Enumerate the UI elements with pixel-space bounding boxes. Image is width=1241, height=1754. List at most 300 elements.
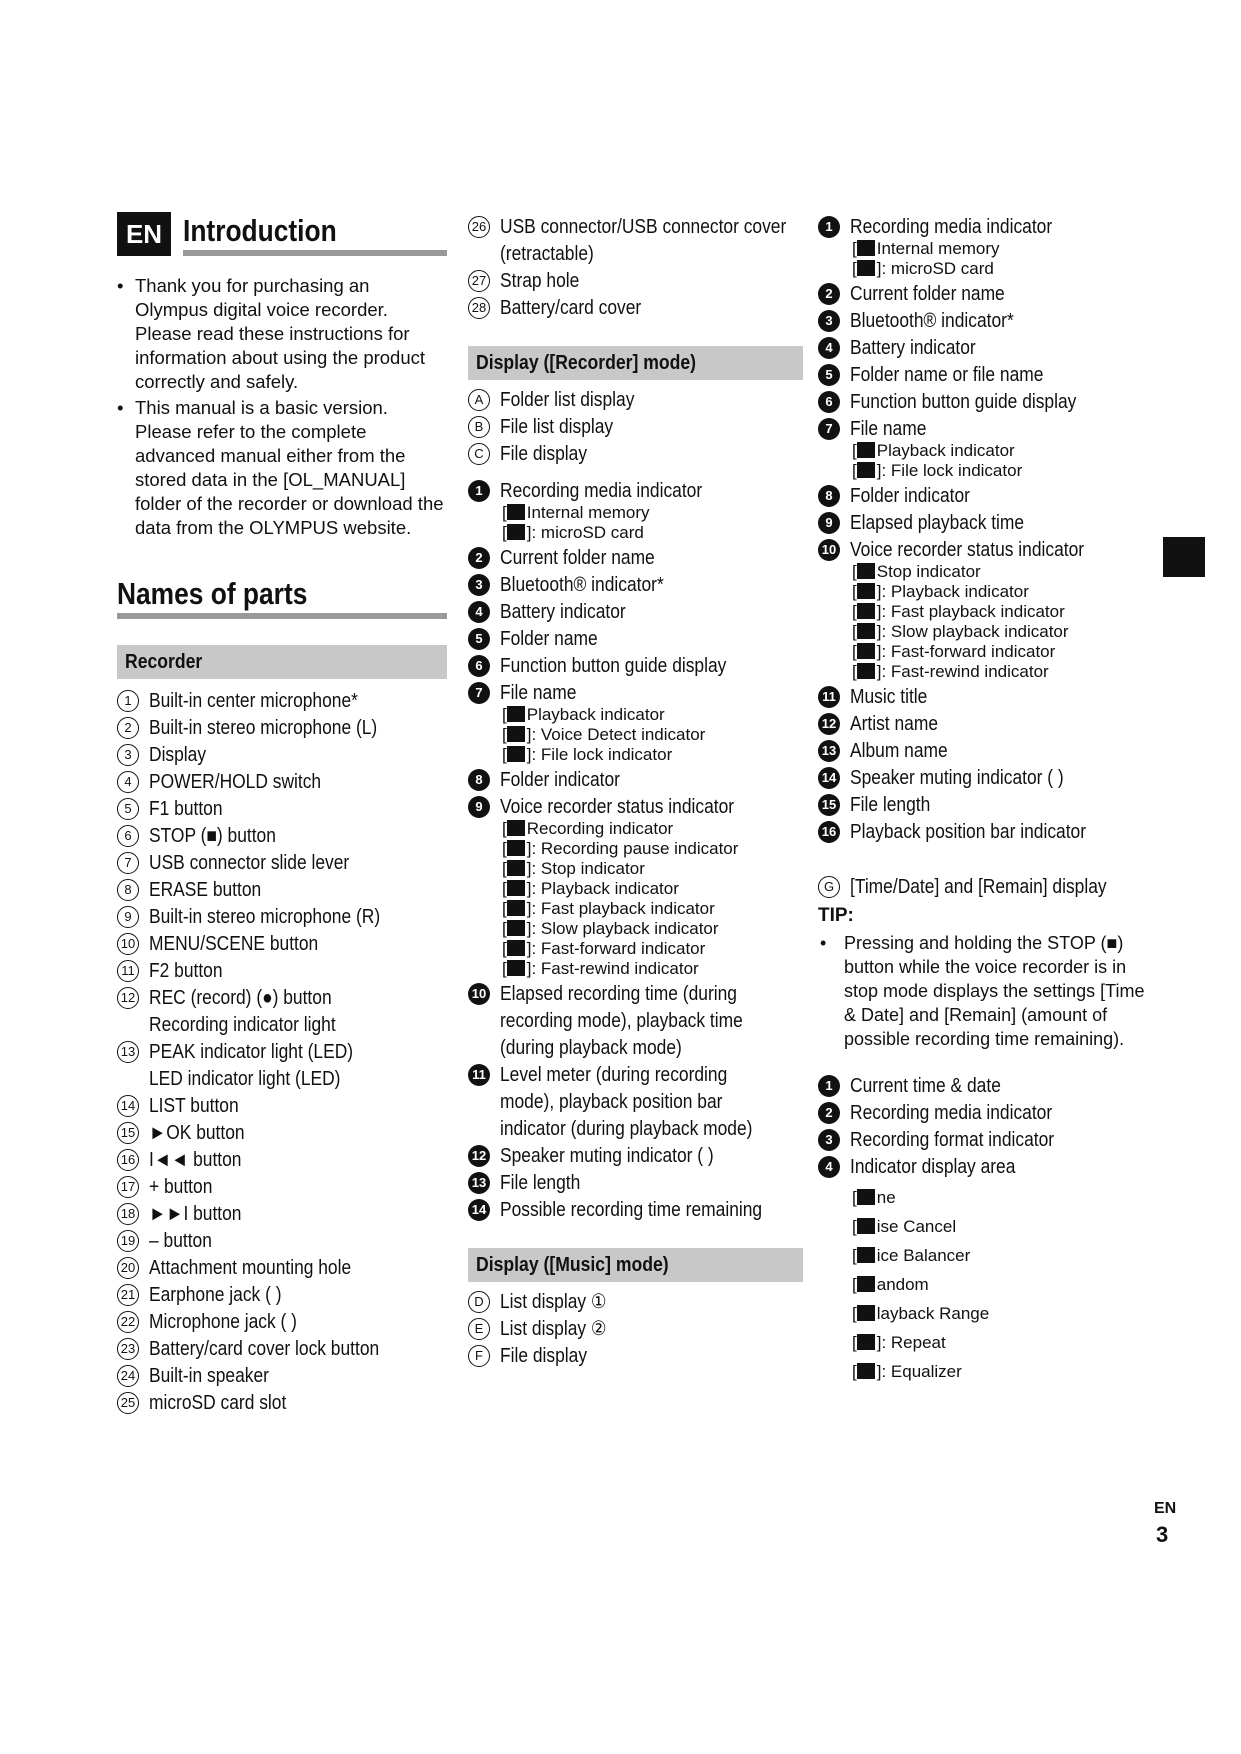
bracket: [ — [502, 839, 507, 858]
list-item — [818, 1155, 1148, 1179]
list-item — [117, 1364, 447, 1388]
item-label: ERASE button — [149, 879, 262, 901]
music-mode-bar: Display ([Music] mode) — [468, 1248, 803, 1282]
intro-bullets — [117, 274, 447, 540]
item-number: 10 — [117, 933, 139, 955]
item-label: ►►I button — [149, 1203, 242, 1225]
item-number: 27 — [468, 270, 490, 292]
sub-item-label: ]: microSD card — [526, 523, 644, 542]
status-icon — [857, 1334, 875, 1350]
item-label: USB connector slide lever — [149, 852, 350, 874]
item-number: 11 — [117, 960, 139, 982]
sub-item-label: ]: Stop indicator — [526, 859, 645, 878]
list-item — [468, 1144, 803, 1168]
list-item — [468, 296, 803, 320]
item-number: 14 — [818, 767, 840, 789]
item-label: Function button guide display — [500, 655, 727, 677]
bracket: [ — [852, 562, 857, 581]
list-item — [468, 795, 803, 819]
status-icon — [507, 860, 525, 876]
item-label: Built-in stereo microphone (R) — [149, 906, 381, 928]
bracket: [ — [852, 1217, 857, 1236]
sub-item-label: ]: File lock indicator — [876, 461, 1023, 480]
item-number: 6 — [468, 655, 490, 677]
item-number: 10 — [468, 983, 490, 1005]
bracket: [ — [852, 239, 857, 258]
list-item — [468, 442, 803, 466]
item-label: I◄◄ button — [149, 1149, 242, 1171]
item-label: List display ① — [500, 1291, 607, 1313]
status-icon — [507, 940, 525, 956]
bracket: [ — [852, 582, 857, 601]
list-item — [468, 1198, 803, 1222]
item-number: 11 — [468, 1064, 490, 1086]
sub-item — [502, 879, 803, 899]
bracket: [ — [852, 1362, 857, 1381]
list-item — [818, 511, 1148, 535]
section-title: Names of parts — [117, 576, 308, 611]
item-label: microSD card slot — [149, 1392, 287, 1414]
item-label: File list display — [500, 416, 614, 438]
item-number: 7 — [468, 682, 490, 704]
list-item — [117, 1337, 447, 1361]
status-icon — [507, 706, 525, 722]
item-number: 11 — [818, 686, 840, 708]
sub-item — [852, 1217, 1148, 1237]
item-label: POWER/HOLD switch — [149, 771, 322, 793]
item-label: Current folder name — [850, 283, 1005, 305]
item-label: + button — [149, 1176, 213, 1198]
status-icon — [507, 900, 525, 916]
item-number: 26 — [468, 216, 490, 238]
item-label: Folder name or file name — [850, 364, 1044, 386]
names-of-parts-heading — [117, 578, 447, 619]
sub-item — [852, 662, 1148, 682]
footer-language: EN — [1154, 1500, 1177, 1517]
item-number: 12 — [468, 1145, 490, 1167]
item-label: Current time & date — [850, 1075, 1001, 1097]
item-number: 13 — [468, 1172, 490, 1194]
item-label: F2 button — [149, 960, 223, 982]
language-badge: EN — [117, 212, 171, 256]
sub-item-label: ]: microSD card — [876, 259, 994, 278]
item-label: Recording media indicator — [500, 480, 703, 502]
item-number: 1 — [818, 1075, 840, 1097]
item-label: indicator (during playback mode) — [500, 1118, 753, 1140]
title-rule — [183, 250, 447, 256]
status-icon — [857, 663, 875, 679]
status-icon — [857, 603, 875, 619]
sub-item-label: ]: Fast playback indicator — [876, 602, 1065, 621]
sub-item — [502, 959, 803, 979]
item-label: REC (record) (●) button — [149, 987, 332, 1009]
item-number: 4 — [818, 337, 840, 359]
item-label: (during playback mode) — [500, 1037, 682, 1059]
list-item — [117, 1175, 447, 1199]
sub-item-label: Playback indicator — [526, 705, 665, 724]
sub-item — [852, 1246, 1148, 1266]
parts-list-continued — [468, 215, 803, 320]
list-item — [818, 820, 1148, 844]
time-date-items — [818, 1074, 1148, 1179]
list-item — [468, 627, 803, 651]
list-item — [818, 484, 1148, 508]
sub-item-label: ise Cancel — [876, 1217, 957, 1236]
item-label: mode), playback position bar — [500, 1091, 723, 1113]
item-label: Recording format indicator — [850, 1129, 1055, 1151]
bracket: [ — [852, 441, 857, 460]
item-label: Display — [149, 744, 207, 766]
sub-item-label: ]: Playback indicator — [526, 879, 679, 898]
sub-item-label: andom — [876, 1275, 929, 1294]
bracket: [ — [502, 859, 507, 878]
item-number: 9 — [117, 906, 139, 928]
item-label: Recording indicator light — [149, 1014, 336, 1036]
status-icon — [507, 920, 525, 936]
item-label: Voice recorder status indicator — [850, 539, 1085, 561]
parts-list — [117, 689, 447, 1415]
sub-item — [852, 642, 1148, 662]
sub-item — [852, 259, 1148, 279]
list-item — [117, 1391, 447, 1415]
sub-item — [502, 819, 803, 839]
item-number: 16 — [818, 821, 840, 843]
time-date-heading — [818, 875, 1148, 899]
sub-item — [852, 239, 1148, 259]
item-label: Microphone jack ( ) — [149, 1311, 297, 1333]
list-item — [818, 739, 1148, 763]
item-label: Current folder name — [500, 547, 655, 569]
item-number: 1 — [468, 480, 490, 502]
item-number: 3 — [818, 1129, 840, 1151]
sub-item-label: Recording indicator — [526, 819, 674, 838]
sub-item-label: Internal memory — [526, 503, 650, 522]
sub-item — [502, 859, 803, 879]
indicator-subitems — [818, 1188, 1148, 1382]
item-label: MENU/SCENE button — [149, 933, 319, 955]
sub-item-label: ne — [876, 1188, 896, 1207]
item-number: 18 — [117, 1203, 139, 1225]
list-item — [468, 768, 803, 792]
status-icon — [857, 583, 875, 599]
item-label: File name — [850, 418, 927, 440]
page-title: Introduction — [183, 213, 337, 248]
bracket: [ — [852, 1275, 857, 1294]
item-label: Built-in center microphone* — [149, 690, 358, 712]
section-rule — [117, 613, 447, 619]
item-number: 2 — [818, 1102, 840, 1124]
list-item — [818, 336, 1148, 360]
item-label: ►OK button — [149, 1122, 245, 1144]
item-number: 3 — [468, 574, 490, 596]
item-label: Possible recording time remaining — [500, 1199, 763, 1221]
list-item — [818, 282, 1148, 306]
list-item — [468, 1009, 803, 1033]
item-label: Bluetooth® indicator* — [850, 310, 1014, 332]
status-icon — [857, 1305, 875, 1321]
list-item — [468, 573, 803, 597]
item-label: Indicator display area — [850, 1156, 1016, 1178]
item-label: USB connector/USB connector cover — [500, 216, 787, 238]
list-item — [818, 215, 1148, 239]
item-number: 5 — [117, 798, 139, 820]
sub-item-label: ]: Equalizer — [876, 1362, 962, 1381]
item-number: 14 — [117, 1095, 139, 1117]
sub-item — [852, 582, 1148, 602]
list-item — [818, 538, 1148, 562]
sub-item-label: ice Balancer — [876, 1246, 971, 1265]
item-number: 13 — [818, 740, 840, 762]
sub-item — [852, 602, 1148, 622]
status-icon — [857, 1247, 875, 1263]
list-item — [818, 875, 1148, 899]
item-label: Playback position bar indicator — [850, 821, 1087, 843]
chapter-tab — [1163, 537, 1205, 577]
item-number: A — [468, 389, 490, 411]
item-number: 15 — [117, 1122, 139, 1144]
sub-item-label: ]: Playback indicator — [876, 582, 1029, 601]
bracket: [ — [502, 899, 507, 918]
item-number: B — [468, 416, 490, 438]
introduction-heading — [117, 212, 447, 256]
status-icon — [507, 820, 525, 836]
item-label: Battery indicator — [850, 337, 976, 359]
item-label: F1 button — [149, 798, 223, 820]
item-number: 25 — [117, 1392, 139, 1414]
item-number: 2 — [818, 283, 840, 305]
status-icon — [857, 240, 875, 256]
item-label: LIST button — [149, 1095, 239, 1117]
list-item — [468, 388, 803, 412]
sub-item — [852, 1304, 1148, 1324]
item-label: File display — [500, 1345, 588, 1367]
recorder-display-items — [468, 479, 803, 1222]
sub-item-label: ]: Fast-rewind indicator — [876, 662, 1049, 681]
list-item — [117, 1013, 447, 1037]
item-number: E — [468, 1318, 490, 1340]
item-label: STOP (■) button — [149, 825, 276, 847]
list-item — [117, 1202, 447, 1226]
list-item — [468, 1290, 803, 1314]
sub-item-label: ]: Fast-forward indicator — [876, 642, 1056, 661]
list-item — [117, 1229, 447, 1253]
list-item — [818, 363, 1148, 387]
bracket: [ — [502, 919, 507, 938]
intro-bullet: • This manual is a basic version. Please refer to the complete advanced manual either from the stored data in the [OL_MANUAL] folder of the recorder or download the data from the OLYMPUS website. — [117, 396, 447, 540]
item-number: 6 — [818, 391, 840, 413]
status-icon — [857, 643, 875, 659]
item-label: Level meter (during recording — [500, 1064, 728, 1086]
sub-item — [502, 705, 803, 725]
list-item — [818, 390, 1148, 414]
item-number: 8 — [818, 485, 840, 507]
sub-item-label: ]: Slow playback indicator — [526, 919, 719, 938]
list-item — [468, 1344, 803, 1368]
bracket: [ — [852, 259, 857, 278]
item-label: Bluetooth® indicator* — [500, 574, 664, 596]
status-icon — [857, 260, 875, 276]
item-label: (retractable) — [500, 243, 594, 265]
bracket: [ — [502, 959, 507, 978]
item-label: File length — [500, 1172, 581, 1194]
item-number: 3 — [818, 310, 840, 332]
sub-item-label: ]: Repeat — [876, 1333, 946, 1352]
sub-item-label: Stop indicator — [876, 562, 981, 581]
item-label: Battery indicator — [500, 601, 626, 623]
list-item — [117, 716, 447, 740]
item-label: Recording media indicator — [850, 1102, 1053, 1124]
item-number: 7 — [818, 418, 840, 440]
item-label: Recording media indicator — [850, 216, 1053, 238]
item-number: 10 — [818, 539, 840, 561]
list-item — [818, 712, 1148, 736]
bracket: [ — [502, 523, 507, 542]
status-icon — [857, 1218, 875, 1234]
item-label: File display — [500, 443, 588, 465]
item-number: F — [468, 1345, 490, 1367]
item-label: Speaker muting indicator ( ) — [850, 767, 1064, 789]
bracket: [ — [852, 642, 857, 661]
item-number: 2 — [117, 717, 139, 739]
item-label: List display ② — [500, 1318, 607, 1340]
sub-item — [852, 1333, 1148, 1353]
item-number: 15 — [818, 794, 840, 816]
sub-item — [502, 939, 803, 959]
bracket: [ — [852, 622, 857, 641]
item-label: Speaker muting indicator ( ) — [500, 1145, 714, 1167]
list-item — [117, 1094, 447, 1118]
bracket: [ — [502, 939, 507, 958]
list-item — [468, 600, 803, 624]
sub-item — [852, 562, 1148, 582]
sub-item — [502, 725, 803, 745]
item-number: 1 — [117, 690, 139, 712]
status-icon — [507, 880, 525, 896]
list-item — [117, 1121, 447, 1145]
music-letters — [468, 1290, 803, 1368]
item-number: 4 — [468, 601, 490, 623]
item-label: [Time/Date] and [Remain] display — [850, 876, 1107, 898]
list-item — [117, 986, 447, 1010]
list-item — [117, 770, 447, 794]
item-number: 9 — [468, 796, 490, 818]
list-item — [818, 417, 1148, 441]
list-item — [468, 479, 803, 503]
item-number: 24 — [117, 1365, 139, 1387]
sub-item — [502, 919, 803, 939]
display-letters — [468, 388, 803, 466]
item-label: File length — [850, 794, 931, 816]
item-number: 21 — [117, 1284, 139, 1306]
item-label: Battery/card cover lock button — [149, 1338, 380, 1360]
sub-item — [852, 441, 1148, 461]
status-icon — [507, 746, 525, 762]
sub-item — [502, 899, 803, 919]
tip-label: TIP: — [818, 905, 854, 926]
item-number: 7 — [117, 852, 139, 874]
bracket: [ — [502, 819, 507, 838]
list-item — [117, 824, 447, 848]
item-number: 17 — [117, 1176, 139, 1198]
status-icon — [507, 504, 525, 520]
item-number: 19 — [117, 1230, 139, 1252]
list-item — [117, 1148, 447, 1172]
list-item — [468, 1036, 803, 1060]
list-item — [818, 1101, 1148, 1125]
sub-item — [852, 1275, 1148, 1295]
bracket: [ — [502, 705, 507, 724]
item-number: 4 — [117, 771, 139, 793]
bracket: [ — [502, 745, 507, 764]
item-label: Music title — [850, 686, 928, 708]
bracket: [ — [852, 1333, 857, 1352]
item-label: recording mode), playback time — [500, 1010, 743, 1032]
status-icon — [857, 563, 875, 579]
list-item — [468, 1063, 803, 1087]
item-label: Battery/card cover — [500, 297, 642, 319]
item-label: Artist name — [850, 713, 939, 735]
list-item — [117, 1040, 447, 1064]
item-label: Elapsed recording time (during — [500, 983, 737, 1005]
list-item — [117, 959, 447, 983]
item-number: 2 — [468, 547, 490, 569]
status-icon — [507, 524, 525, 540]
list-item — [117, 797, 447, 821]
list-item — [468, 1090, 803, 1114]
item-label: File name — [500, 682, 577, 704]
list-item — [468, 681, 803, 705]
list-item — [818, 766, 1148, 790]
status-icon — [857, 462, 875, 478]
item-label: Voice recorder status indicator — [500, 796, 735, 818]
sub-item — [852, 1188, 1148, 1208]
list-item — [117, 878, 447, 902]
item-label: Strap hole — [500, 270, 580, 292]
status-icon — [507, 726, 525, 742]
column-right — [818, 212, 1148, 1382]
list-item — [468, 1171, 803, 1195]
item-label: Built-in stereo microphone (L) — [149, 717, 378, 739]
list-item — [468, 415, 803, 439]
list-item — [117, 905, 447, 929]
item-label: Earphone jack ( ) — [149, 1284, 282, 1306]
intro-bullet: • Thank you for purchasing an Olympus digital voice recorder. Please read these instructions for information about using the product correctly and safely. — [117, 274, 447, 394]
item-number: D — [468, 1291, 490, 1313]
item-label: Built-in speaker — [149, 1365, 269, 1387]
bracket: [ — [502, 725, 507, 744]
item-number: 4 — [818, 1156, 840, 1178]
list-item — [818, 1074, 1148, 1098]
list-item — [468, 982, 803, 1006]
list-item — [818, 309, 1148, 333]
sub-item — [852, 1362, 1148, 1382]
sub-item-label: Internal memory — [876, 239, 1000, 258]
list-item — [818, 793, 1148, 817]
list-item — [117, 1067, 447, 1091]
sub-item-label: ]: Fast playback indicator — [526, 899, 715, 918]
sub-item — [502, 745, 803, 765]
column-left — [117, 212, 447, 1415]
sub-item — [502, 839, 803, 859]
sub-item — [502, 503, 803, 523]
item-number: G — [818, 876, 840, 898]
item-number: 14 — [468, 1199, 490, 1221]
item-number: 5 — [468, 628, 490, 650]
list-item — [117, 932, 447, 956]
item-label: – button — [149, 1230, 212, 1252]
sub-item — [502, 523, 803, 543]
item-label: Folder list display — [500, 389, 635, 411]
